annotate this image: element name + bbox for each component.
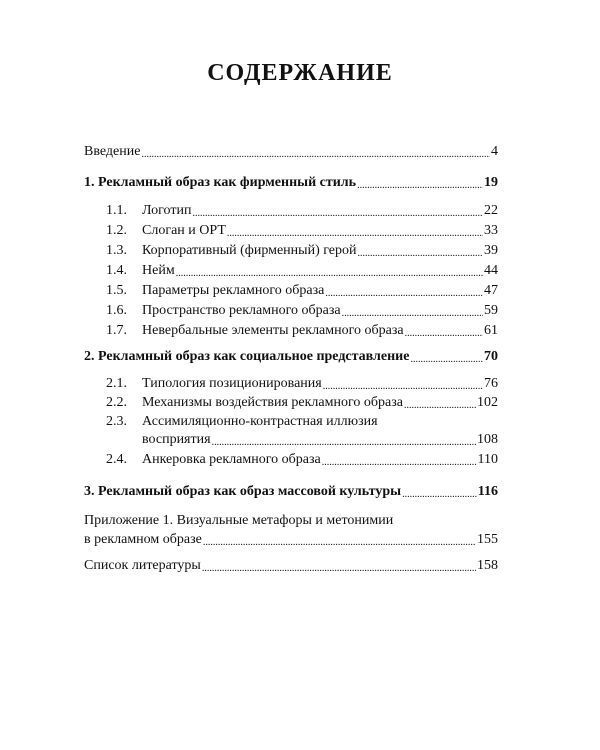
toc-entry-page: 76: [484, 376, 498, 391]
leader-dots: [410, 348, 483, 365]
leader-dots: [212, 431, 476, 448]
leader-dots: [141, 143, 490, 160]
leader-dots: [404, 394, 476, 411]
leader-dots: [325, 282, 483, 299]
leader-dots: [402, 483, 477, 500]
toc-entry-number: 2.2.: [106, 395, 127, 410]
toc-entry-label: Параметры рекламного образа: [142, 283, 325, 298]
toc-entry-page: 61: [484, 323, 498, 338]
toc-entry-number: 2.3.: [106, 414, 127, 429]
toc-entry-1-2[interactable]: [106, 222, 498, 239]
toc-entry-page: 4: [491, 144, 498, 159]
toc-appendix[interactable]: [84, 531, 498, 548]
toc-entry-label: в рекламном образе: [84, 532, 202, 547]
toc-entry-number: 1.3.: [106, 243, 127, 258]
toc-chapter-1[interactable]: [84, 174, 498, 191]
leader-dots: [176, 262, 483, 279]
toc-entry-label: Слоган и ОРТ: [142, 223, 226, 238]
leader-dots: [322, 451, 477, 468]
leader-dots: [405, 322, 483, 339]
toc-entry-2-4[interactable]: [106, 451, 498, 468]
toc-entry-number: 1.5.: [106, 283, 127, 298]
toc-entry-page: 102: [477, 395, 498, 410]
toc-entry-2-3[interactable]: [142, 431, 498, 448]
leader-dots: [358, 242, 484, 259]
toc-chapter-3[interactable]: [84, 483, 498, 500]
toc-entry-label: Пространство рекламного образа: [142, 303, 341, 318]
toc-references[interactable]: [84, 557, 498, 574]
toc-chapter-label: 3. Рекламный образ как образ массовой культуры: [84, 484, 402, 499]
toc-entry-label: Анкеровка рекламного образа: [142, 452, 321, 467]
toc-chapter-page: 70: [484, 349, 498, 364]
toc-entry-2-3-line1: [106, 413, 378, 430]
toc-entry-number: 1.2.: [106, 223, 127, 238]
toc-chapter-page: 116: [477, 484, 498, 499]
toc-entry-page: 108: [477, 432, 498, 447]
toc-entry-label: Нейм: [142, 263, 175, 278]
leader-dots: [192, 202, 483, 219]
leader-dots: [203, 531, 476, 548]
toc-entry-1-6[interactable]: [106, 302, 498, 319]
toc-chapter-label: 1. Рекламный образ как фирменный стиль: [84, 175, 357, 190]
toc-entry-intro[interactable]: [84, 143, 498, 160]
toc-entry-label: Введение: [84, 144, 141, 159]
toc-entry-page: 47: [484, 283, 498, 298]
page-title: СОДЕРЖАНИЕ: [207, 60, 393, 86]
leader-dots: [227, 222, 483, 239]
toc-entry-number: 1.1.: [106, 203, 127, 218]
toc-entry-1-7[interactable]: [106, 322, 498, 339]
toc-entry-1-4[interactable]: [106, 262, 498, 279]
toc-entry-label: Логотип: [142, 203, 192, 218]
toc-chapter-label: 2. Рекламный образ как социальное представление: [84, 349, 410, 364]
toc-entry-label: Типология позиционирования: [142, 376, 322, 391]
toc-entry-page: 110: [477, 452, 498, 467]
toc-entry-2-2[interactable]: [106, 394, 498, 411]
toc-entry-label: восприятия: [142, 432, 211, 447]
toc-entry-label: Механизмы воздействия рекламного образа: [142, 395, 403, 410]
leader-dots: [357, 174, 483, 191]
toc-chapter-page: 19: [484, 175, 498, 190]
leader-dots: [323, 375, 483, 392]
toc-entry-number: 1.4.: [106, 263, 127, 278]
toc-entry-number: 1.7.: [106, 323, 127, 338]
toc-entry-number: 2.4.: [106, 452, 127, 467]
toc-entry-page: 44: [484, 263, 498, 278]
toc-entry-page: 22: [484, 203, 498, 218]
toc-entry-number: 2.1.: [106, 376, 127, 391]
leader-dots: [342, 302, 483, 319]
toc-entry-2-1[interactable]: [106, 375, 498, 392]
leader-dots: [202, 557, 476, 574]
toc-entry-label: Корпоративный (фирменный) герой: [142, 243, 357, 258]
toc-entry-1-1[interactable]: [106, 202, 498, 219]
toc-chapter-2[interactable]: [84, 348, 498, 365]
toc-entry-label: Невербальные элементы рекламного образа: [142, 323, 404, 338]
toc-entry-1-3[interactable]: [106, 242, 498, 259]
toc-entry-1-5[interactable]: [106, 282, 498, 299]
toc-entry-number: 1.6.: [106, 303, 127, 318]
toc-entry-label: Список литературы: [84, 558, 201, 573]
toc-entry-page: 155: [477, 532, 498, 547]
toc-entry-page: 158: [477, 558, 498, 573]
toc-entry-page: 33: [484, 223, 498, 238]
toc-appendix-line1: Приложение 1. Визуальные метафоры и метонимии: [84, 513, 394, 528]
toc-entry-page: 39: [484, 243, 498, 258]
toc-entry-label-line1: Ассимиляционно-контрастная иллюзия: [142, 414, 378, 429]
toc-entry-page: 59: [484, 303, 498, 318]
